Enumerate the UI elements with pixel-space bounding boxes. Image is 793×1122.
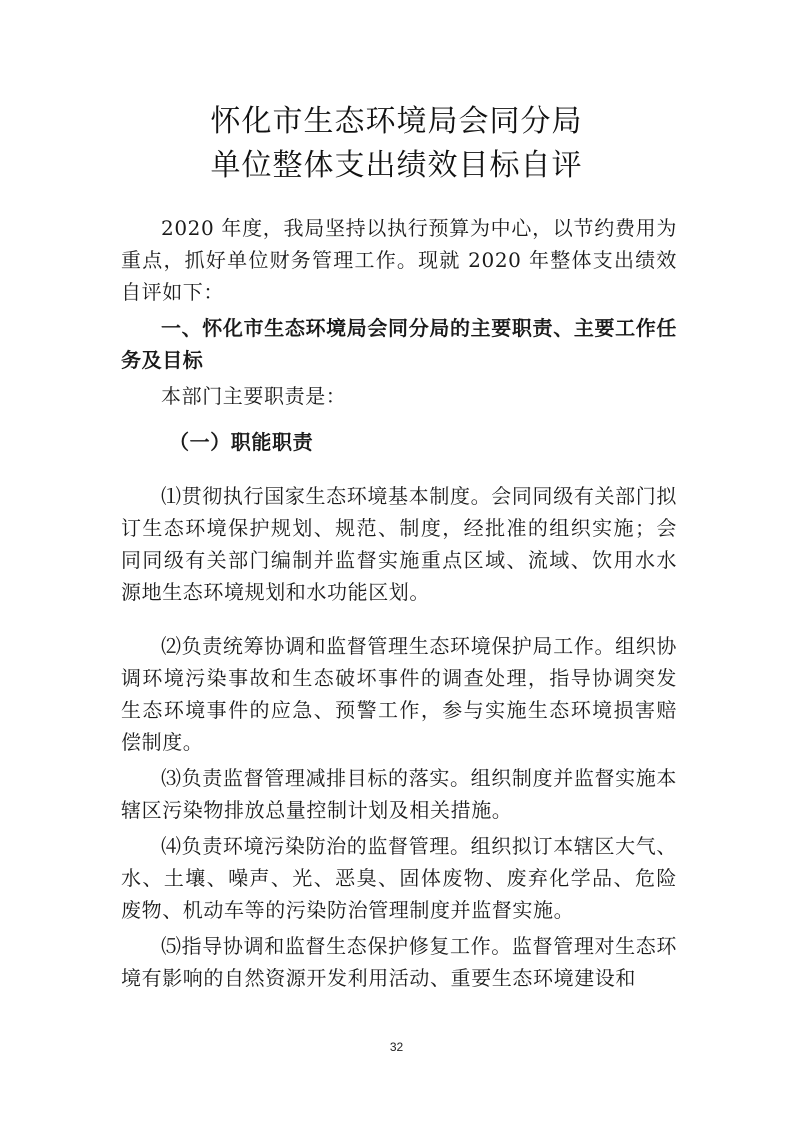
subsection-heading: （一）职能职责 bbox=[169, 430, 314, 454]
duty-item-2: ⑵负责统筹协调和监督管理生态环境保护局工作。组织协调环境污染事故和生态破坏事件的调查处理，指导协调突发生态环境事件的应急、预警工作，参与实施生态环境损害赔偿制度。 bbox=[121, 634, 677, 754]
duty-item-1: ⑴贯彻执行国家生态环境基本制度。会同同级有关部门拟订生态环境保护规划、规范、制度，经批准的组织实施；会同同级有关部门编制并监督实施重点区域、流域、饮用水水源地生态环境规划和水功能区划。 bbox=[121, 484, 677, 604]
duty-item-4: ⑷负责环境污染防治的监督管理。组织拟订本辖区大气、水、土壤、噪声、光、恶臭、固体废物、废弃化学品、危险废物、机动车等的污染防治管理制度并监督实施。 bbox=[121, 834, 677, 922]
document-body bbox=[121, 212, 677, 994]
document-title-line-1: 怀化市生态环境局会同分局 bbox=[210, 104, 583, 139]
document-title-line-2: 单位整体支出绩效目标自评 bbox=[210, 148, 583, 183]
page-number: 32 bbox=[389, 1040, 404, 1054]
duties-intro: 本部门主要职责是： bbox=[161, 384, 347, 408]
intro-paragraph: 2020 年度，我局坚持以执行预算为中心，以节约费用为重点，抓好单位财务管理工作。现就 2020 年整体支出绩效自评如下： bbox=[121, 216, 677, 304]
duty-item-5: ⑸指导协调和监督生态保护修复工作。监督管理对生态环境有影响的自然资源开发利用活动、重要生态环境建设和 bbox=[121, 934, 677, 990]
duty-item-3: ⑶负责监督管理减排目标的落实。组织制度并监督实施本辖区污染物排放总量控制计划及相关措施。 bbox=[121, 766, 677, 822]
section-heading: 一、怀化市生态环境局会同分局的主要职责、主要工作任务及目标 bbox=[121, 316, 677, 372]
